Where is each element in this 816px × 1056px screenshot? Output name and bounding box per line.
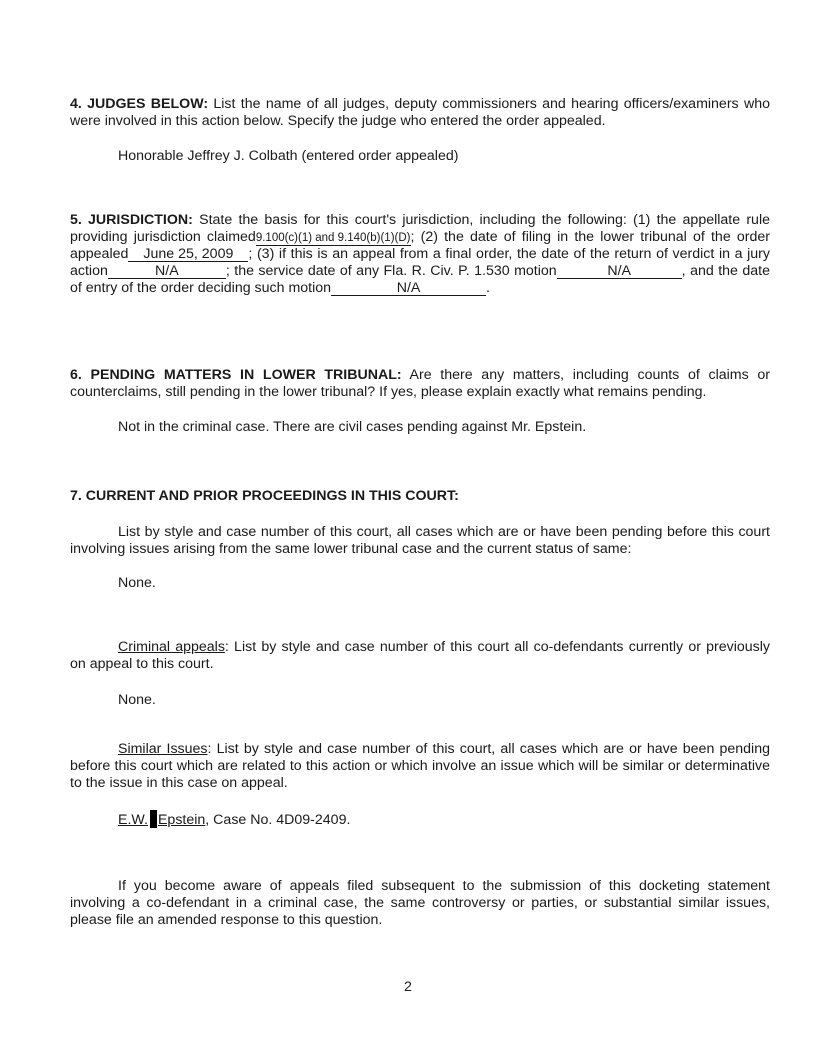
jurisdiction-heading: 5. JURISDICTION: [70, 212, 193, 228]
jurisdiction-text-3: ; (3) if this is an appeal from a final order, the date of the return of verdict in a jury action [70, 246, 770, 279]
case-number: , Case No. 4D09-2409. [205, 812, 351, 828]
jurisdiction-text-1: State the basis for this court's jurisdiction, including the following: (1) the appellate rule providing jurisdiction claimed [70, 212, 770, 245]
judges-answer: Honorable Jeffrey J. Colbath (entered order appealed) [118, 148, 459, 164]
judges-heading: 4. JUDGES BELOW: [70, 96, 209, 112]
date-filed-field: June 25, 2009 [128, 247, 248, 262]
jurisdiction-text-6: . [486, 280, 490, 296]
section-proceedings-heading [70, 488, 770, 505]
page-number: 2 [404, 979, 412, 995]
pending-prompt: Are there any matters, including counts of claims or counterclaims, still pending in the lower tribunal? If yes, please explain exactly what remains pending. [70, 367, 770, 400]
similar-issues [70, 741, 770, 792]
redaction-mark [150, 810, 157, 828]
proceedings-prompt: List by style and case number of this court, all cases which are or have been pending before this court involving issues arising from the same lower tribunal case and the current status of same: [70, 524, 770, 557]
jurisdiction-text-2: ; (2) the date of filing in the lower tribunal of the order appealed [70, 229, 770, 262]
similar-issues-label: Similar Issues [118, 741, 208, 757]
section-jurisdiction [70, 212, 770, 297]
judges-prompt: List the name of all judges, deputy commissioners and hearing officers/examiners who were involved in this action below. Specify the judge who entered the order appealed. [70, 96, 770, 129]
jurisdiction-text-5: , and the date of entry of the order deciding such motion [70, 263, 770, 296]
pending-answer: Not in the criminal case. There are civil cases pending against Mr. Epstein. [118, 419, 587, 435]
similar-case [118, 810, 768, 829]
closing-instruction: If you become aware of appeals filed subsequent to the submission of this docketing statement involving a co-defendant in a criminal case, the same controversy or parties, or substantial similar issues, please file an amended response to this question. [70, 878, 770, 928]
criminal-appeals-prompt: : List by style and case number of this court all co-defendants currently or previously on appeal to this court. [70, 639, 770, 672]
proceedings-answer-1: None. [118, 575, 156, 591]
criminal-appeals-label: Criminal appeals [118, 639, 225, 655]
order-date-field: N/A [331, 281, 486, 296]
appellate-rule-field: 9.100(c)(1) and 9.140(b)(1)(D) [255, 232, 411, 244]
pending-heading: 6. PENDING MATTERS IN LOWER TRIBUNAL: [70, 367, 402, 383]
jurisdiction-text-4: ; the service date of any Fla. R. Civ. P. 1.530 motion [225, 263, 557, 279]
case-party-1: E.W. [118, 812, 148, 828]
proceedings-answer-2: None. [118, 692, 156, 708]
proceedings-heading: 7. CURRENT AND PRIOR PROCEEDINGS IN THIS COURT: [70, 488, 459, 504]
criminal-appeals [70, 639, 770, 673]
case-party-2: Epstein [157, 812, 206, 828]
section-judges [70, 96, 770, 130]
verdict-date-field: N/A [108, 264, 226, 279]
similar-issues-prompt: : List by style and case number of this court, all cases which are or have been pending before this court which are related to this action or which involve an issue which will be similar or determinative to the issue in this case on appeal. [70, 741, 770, 791]
section-pending [70, 367, 770, 401]
motion-date-field: N/A [557, 264, 682, 279]
